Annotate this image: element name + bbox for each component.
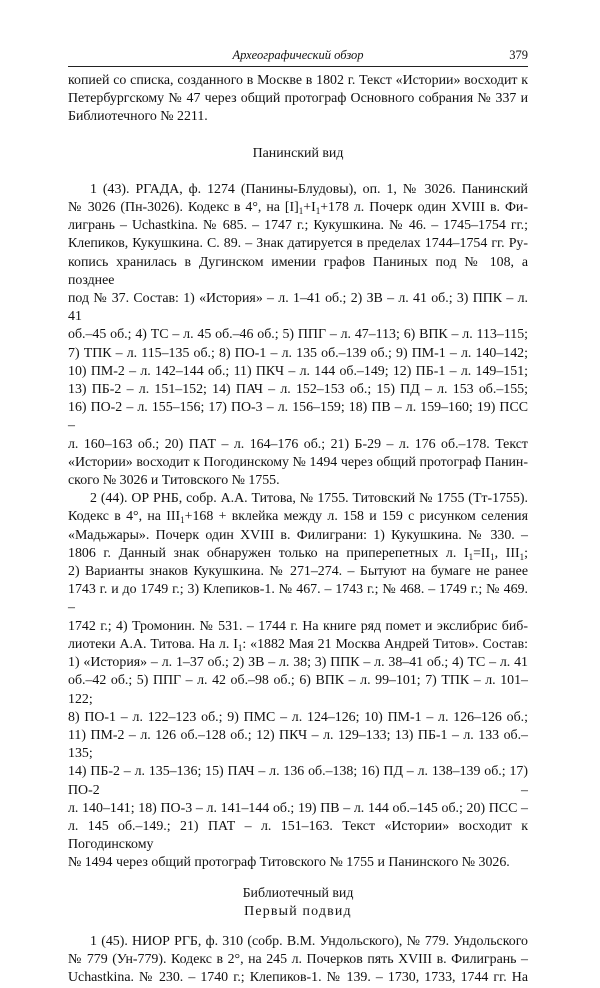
item2-line: 1806 г. Данный знак обнаружен только на приперепетных л. $I_1=II_1$, $III_1$; [68, 545, 528, 562]
item1-line: ского № 3026 и Титовского № 1755. [68, 473, 280, 489]
item1-line: копись хранилась в Дугинском имении графов Паниных под № 108, а позднее [68, 254, 528, 288]
item2-line: 1) «История» – л. 1–37 об.; 2) ЗВ – л. 38; 3) ППК – л. 38–41 об.; 4) ТС – л. 41 [68, 655, 528, 671]
intro-line: Петербургскому № 47 через общий протограф Основного собрания № 337 и [68, 91, 528, 107]
item3-line: № 779 (Ун-779). Кодекс в 2°, на 245 л. Почерков пять XVIII в. Филигрань – [68, 952, 528, 968]
intro-line: копией со списка, созданного в Москве в 1802 г. Текст «Истории» восходит к [68, 73, 528, 88]
item2-line: Кодекс в 4°, на $III_1+168$ + вклейка между л. 158 и 159 с рисунком селения [68, 509, 528, 526]
item2-line: 2 (44). ОР РНБ, собр. А.А. Титова, № 1755. Титовский № 1755 (Тт-1755). [90, 491, 528, 507]
item2-line: 8) ПО-1 – л. 122–123 об.; 9) ПМС – л. 124–126; 10) ПМ-1 – л. 126–126 об.; [68, 709, 528, 725]
item2-line: лиотеки А.А. Титова. На л. $I_1$: «1882 Мая 21 Москва Андрей Титов». Состав: [68, 636, 529, 653]
item2-line: об.–42 об.; 5) ППГ – л. 42 об.–98 об.; 6) ВПК – л. 99–101; 7) ТПК – л. 101–122; [68, 673, 528, 707]
item1-line: № 3026 (Пн-3026). Кодекс в 4°, на $[I]_1+I_1+178$ л. Почерк один XVIII в. Фи- [68, 200, 528, 217]
item1-line: 16) ПО-2 – л. 155–156; 17) ПО-3 – л. 156–159; 18) ПВ – л. 159–160; 19) ПСС – [68, 400, 528, 434]
item2-line: № 1494 через общий протограф Титовского № 1755 и Панинского № 3026. [68, 855, 510, 871]
item1-line: 13) ПБ-2 – л. 151–152; 14) ПАЧ – л. 152–153 об.; 15) ПД – л. 153 об.–155; [68, 382, 528, 398]
section-heading-library: Библиотечный вид [242, 885, 354, 901]
item1-line: 10) ПМ-2 – л. 142–144 об.; 11) ПКЧ – л. 144 об.–149; 12) ПБ-1 – л. 149–151; [68, 363, 528, 379]
subsection-heading: Первый подвид [244, 903, 352, 919]
item1-line: «Истории» восходит к Погодинскому № 1494 через общий протограф Панин- [68, 454, 528, 470]
item2-line: 11) ПМ-2 – л. 126 об.–128 об.; 12) ПКЧ – л. 129–133; 13) ПБ-1 – л. 133 об.–135; [68, 727, 528, 762]
item2-line: 1742 г.; 4) Тромонин. № 531. – 1744 г. На книге ряд помет и экслибрис биб- [68, 618, 528, 634]
running-title: Археографический обзор [232, 48, 364, 62]
item3-line: 1 (45). НИОР РГБ, ф. 310 (собр. В.М. Ундольского), № 779. Ундольского [90, 933, 528, 949]
document-body [68, 72, 528, 988]
running-header [68, 46, 528, 67]
item2-line: 14) ПБ-2 – л. 135–136; 15) ПАЧ – л. 136 об.–138; 16) ПД – л. 138–139 об.; 17) ПО-2 – [68, 764, 528, 798]
item2-line: л. 145 об.–149.; 21) ПАТ – л. 151–163. Текст «Истории» восходит к Погодинскому [68, 818, 528, 853]
item1-line: лигрань – Uchastkina. № 685. – 1747 г.; Кукушкина. № 46. – 1745–1754 гг.; [68, 218, 528, 234]
item1-line: под № 37. Состав: 1) «История» – л. 1–41 об.; 2) ЗВ – л. 41 об.; 3) ППК – л. 41 [68, 291, 528, 325]
item1-line: об.–45 об.; 4) ТС – л. 45 об.–46 об.; 5) ППГ – л. 47–113; 6) ВПК – л. 113–115; [68, 327, 528, 343]
item1-line: Клепиков, Кукушкина. С. 89. – Знак датируется в пределах 1744–1754 гг. Ру- [68, 236, 528, 252]
intro-line: Библиотечного № 2211. [68, 109, 208, 125]
item1-line: л. 160–163 об.; 20) ПАТ – л. 164–176 об.; 21) Б-29 – л. 176 об.–178. Текст [68, 436, 528, 452]
page-number: 379 [509, 48, 528, 62]
item1-line: 7) ТПК – л. 115–135 об.; 8) ПО-1 – л. 135 об.–139 об.; 9) ПМ-1 – л. 140–142; [68, 345, 528, 361]
item2-line: «Мадьжары». Почерк один XVIII в. Филиграни: 1) Кукушкина. № 330. – [68, 527, 528, 543]
item3-line: Uchastkina. № 230. – 1740 г.; Клепиков-1. № 139. – 1730, 1733, 1744 гг. На [68, 970, 528, 986]
item2-line: 2) Варианты знаков Кукушкина. № 271–274. – Бытуют на бумаге не ранее [68, 564, 528, 580]
item2-line: 1743 г. и до 1749 г.; 3) Клепиков-1. № 467. – 1743 г.; № 468. – 1749 г.; № 469. – [68, 582, 528, 616]
item2-line: л. 140–141; 18) ПО-3 – л. 141–144 об.; 19) ПВ – л. 144 об.–145 об.; 20) ПСС – [68, 800, 528, 816]
section-heading-panin: Панинский вид [252, 145, 344, 161]
item1-line: 1 (43). РГАДА, ф. 1274 (Панины-Блудовы), оп. 1, № 3026. Панинский [90, 181, 528, 197]
